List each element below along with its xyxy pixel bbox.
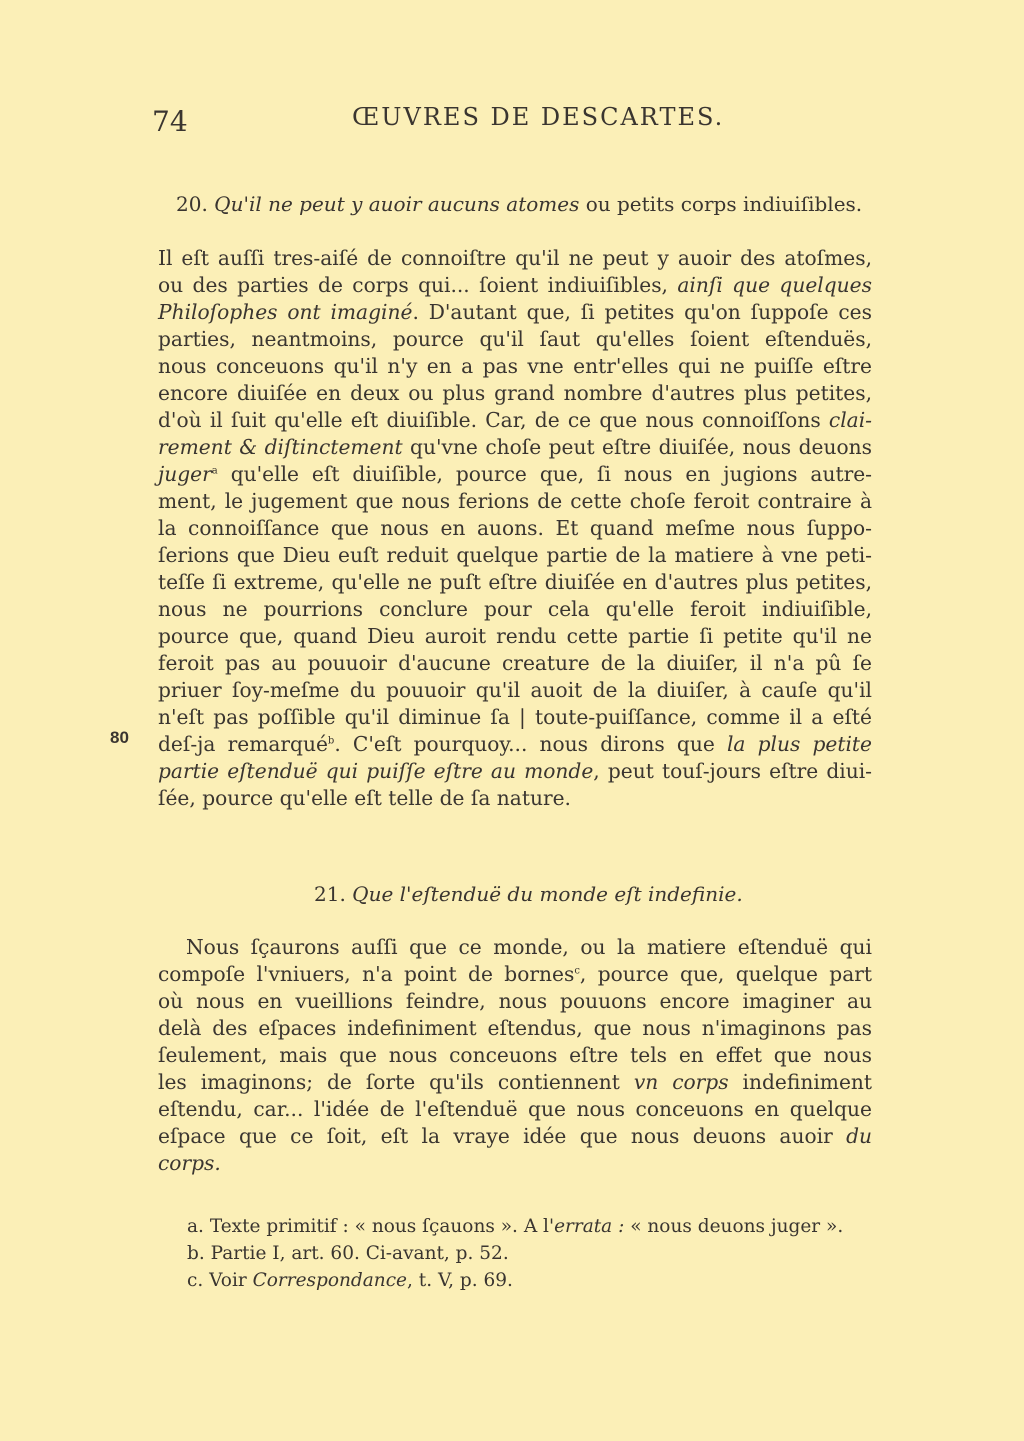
text-line: eſtendu, car... l'idée de l'eſtenduë que nous conceuons en quelque [158,1097,872,1121]
italic-span: vn corps [633,1070,729,1094]
section-21-body [158,934,872,1177]
text-line: teſſe ſi extreme, qu'elle ne puſt eſtre diuiſée en d'autres plus petites, [158,570,872,594]
text-line: n'eſt pas poſſible qu'il diminue ſa | toute-puiſſance, comme il a eſté [158,705,872,729]
footnotes [187,1213,843,1294]
footnote-label: a. [187,1216,204,1237]
text-span: qu'vne choſe peut eſtre diuiſée, nous deuons [402,435,872,459]
footnote-text: Texte primitif : « nous ſçauons ». A l' [209,1216,555,1237]
text-span: eſpace que ce ſoit, eſt la vraye idée que nous deuons auoir [158,1124,847,1148]
section-20-body [158,245,872,812]
page-number: 74 [152,105,188,138]
text-line [158,758,872,785]
footnote-c [187,1267,843,1294]
text-line [158,731,872,758]
italic-span: partie eſtenduë qui puiſſe eſtre au monde [158,759,594,783]
text-span: d'où il ſuit qu'elle eſt diuiſible. Car, de ce que nous connoiſſons [158,408,829,432]
text-line [158,407,872,434]
footnote-label: c. [187,1270,204,1291]
margin-line-number: 80 [110,728,129,747]
text-line: priuer ſoy-meſme du pouuoir qu'il auoit de la diuiſer, à cauſe qu'il [158,678,872,702]
italic-span: clai- [828,408,872,432]
text-line [158,461,872,488]
section-20-heading [176,192,862,216]
text-line [158,961,872,988]
italic-span: du [846,1124,872,1148]
text-line: où nous en vueillions feindre, nous pouuons encore imaginer au [158,989,872,1013]
footnote-marker[interactable]: c [574,965,580,977]
text-line: delà des eſpaces indefiniment eſtendus, que nous n'imaginons pas [158,1016,872,1040]
text-span: , pource que, quelque part [579,962,872,986]
text-line: parties, neantmoins, pource qu'il ſaut qu'elles ſoient eſtenduës, [158,327,872,351]
text-span: indefiniment [728,1070,873,1094]
text-span: les imaginons; de ſorte qu'ils contiennent [158,1070,634,1094]
footnote-marker[interactable]: a [211,465,218,477]
text-line: ſée, pource qu'elle eſt telle de ſa nature. [158,786,571,810]
footnote-marker[interactable]: b [327,735,335,747]
running-title: ŒUVRES DE DESCARTES. [352,103,725,131]
text-line: Nous ſçaurons auſſi que ce monde, ou la matiere eſtenduë qui [186,935,872,959]
text-line [158,434,872,461]
footnote-b [187,1240,843,1267]
text-span: . D'autant que, ſi petites qu'on ſuppoſe ces [412,300,872,324]
footnote-italic: Correspondance [252,1270,408,1291]
text-line [158,1123,872,1150]
text-line [158,1150,872,1177]
text-line: ment, le jugement que nous ferions de cette choſe feroit contraire à [158,489,872,513]
footnote-a [187,1213,843,1240]
footnote-text: « nous deuons juger ». [624,1216,844,1237]
footnote-text: Partie I, art. 60. Ci-avant, p. 52. [210,1243,509,1264]
heading-number: 20. [176,192,208,216]
italic-span: la plus petite [726,732,872,756]
footnote-italic: errata : [554,1216,625,1237]
italic-span: rement & diſtinctement [158,435,403,459]
text-span: ou des parties de corps qui... ſoient indiuiſibles, [158,273,678,297]
text-line [158,272,872,299]
text-line: pource que, quand Dieu auroit rendu cette partie ſi petite qu'il ne [158,624,872,648]
section-21-heading [314,882,743,906]
text-span: qu'elle eſt diuiſible, pource que, ſi nous en jugions autre- [217,462,872,486]
text-line: encore diuiſée en deux ou plus grand nombre d'autres plus petites, [158,381,872,405]
heading-rest: ou petits corps indiuiſibles. [579,192,863,216]
text-line [158,299,872,326]
heading-number: 21. [314,882,346,906]
text-line: Il eſt auſſi tres-aiſé de connoiſtre qu'il ne peut y auoir des atoſmes, [158,246,872,270]
text-line: nous ne pourrions conclure pour cela qu'elle feroit indiuiſible, [158,597,872,621]
footnote-text: Voir [209,1270,253,1291]
text-span: deſ-ja remarqué [158,732,328,756]
heading-italic: Qu'il ne peut y auoir aucuns atomes [214,192,580,216]
italic-span: Philoſophes ont imaginé [158,300,413,324]
heading-italic: Que l'eſtenduë du monde eſt indefinie. [352,882,743,906]
text-span: , peut touſ-jours eſtre diui- [593,759,872,783]
text-line: la connoiſſance que nous en auons. Et quand meſme nous ſuppo- [158,516,872,540]
text-line: ſeulement, mais que nous conceuons eſtre tels en effet que nous [158,1043,872,1067]
text-line: ſerions que Dieu euſt reduit quelque partie de la matiere à vne peti- [158,543,872,567]
text-line [158,1069,872,1096]
text-span: . C'eſt pourquoy... nous dirons que [334,732,727,756]
italic-span: corps. [158,1151,221,1175]
italic-span: ainſi que quelques [677,273,872,297]
text-line: nous conceuons qu'il n'y en a pas vne entr'elles qui ne puiſſe eſtre [158,354,872,378]
footnote-text: , t. V, p. 69. [407,1270,513,1291]
text-line: feroit pas au pouuoir d'aucune creature de la diuiſer, il n'a pû ſe [158,651,872,675]
text-span: compoſe l'vniuers, n'a point de bornes [158,962,575,986]
footnote-label: b. [187,1243,205,1264]
italic-span: juger [158,462,212,486]
